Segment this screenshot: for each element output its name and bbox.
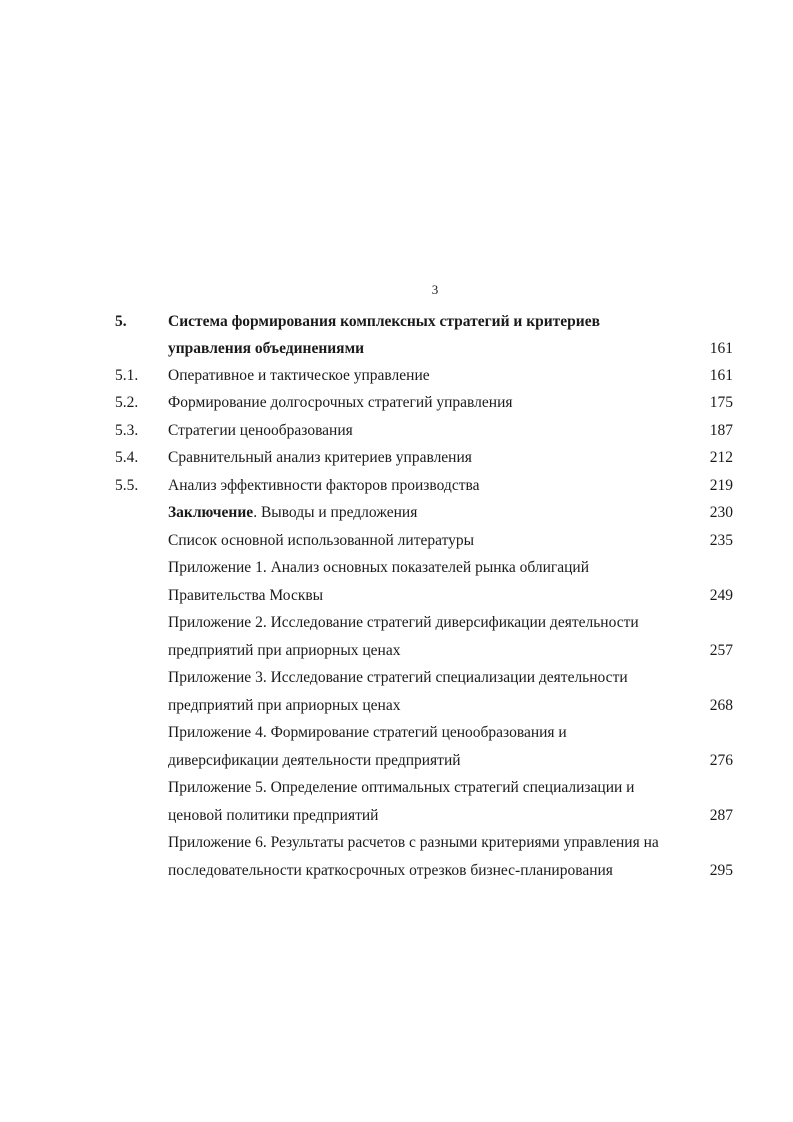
- toc-page: 219: [709, 477, 733, 494]
- toc-title: [168, 502, 417, 524]
- toc-number: 5.1.: [115, 367, 139, 384]
- toc-title: Приложение 6. Результаты расчетов с разными критериями управления на: [168, 834, 659, 851]
- toc-title-rest: . Выводы и предложения: [253, 504, 418, 521]
- toc-title: Правительства Москвы: [168, 587, 324, 604]
- toc-number: 5.: [115, 313, 127, 330]
- toc-title: Приложение 4. Формирование стратегий ценообразования и: [168, 724, 567, 741]
- toc-page: 161: [709, 367, 733, 384]
- toc-title: диверсификации деятельности предприятий: [168, 752, 461, 769]
- toc-entry: [0, 557, 793, 579]
- toc-title: Приложение 1. Анализ основных показателей рынка облигаций: [168, 559, 589, 576]
- toc-entry: [0, 475, 793, 497]
- toc-entry: [0, 420, 793, 442]
- toc-entry: [0, 832, 793, 854]
- toc-page: 230: [709, 504, 733, 521]
- toc-entry: [0, 695, 793, 717]
- toc-title: последовательности краткосрочных отрезков бизнес-планирования: [168, 862, 613, 879]
- toc-page: 287: [709, 807, 733, 824]
- toc-title: Приложение 5. Определение оптимальных стратегий специализации и: [168, 779, 635, 796]
- toc-entry: [0, 722, 793, 744]
- toc-title: управления объединениями: [168, 340, 365, 357]
- page-number: 3: [431, 282, 439, 297]
- toc-entry: [0, 667, 793, 689]
- toc-page: 235: [709, 532, 733, 549]
- toc-title: Приложение 3. Исследование стратегий специализации деятельности: [168, 669, 628, 686]
- toc-title: Анализ эффективности факторов производства: [168, 477, 480, 494]
- toc-entry: [0, 311, 793, 333]
- toc-title: Сравнительный анализ критериев управления: [168, 449, 472, 466]
- toc-page: 276: [709, 752, 733, 769]
- toc-entry: [0, 392, 793, 414]
- toc-entry: [0, 640, 793, 662]
- toc-entry: [0, 365, 793, 387]
- toc-title: Система формирования комплексных стратегий и критериев: [168, 313, 600, 330]
- toc-number: 5.4.: [115, 449, 139, 466]
- toc-page: 268: [709, 697, 733, 714]
- toc-number: 5.3.: [115, 422, 139, 439]
- toc-title: ценовой политики предприятий: [168, 807, 379, 824]
- toc-title: Стратегии ценообразования: [168, 422, 353, 439]
- toc-number: 5.2.: [115, 394, 139, 411]
- toc-page: 212: [709, 449, 733, 466]
- toc-entry: [0, 750, 793, 772]
- toc-entry: [0, 777, 793, 799]
- toc-title: Формирование долгосрочных стратегий управления: [168, 394, 513, 411]
- toc-entry: [0, 612, 793, 634]
- toc-entry: [0, 502, 793, 524]
- toc-title: предприятий при априорных ценах: [168, 697, 401, 714]
- toc-page: 175: [709, 394, 733, 411]
- toc-entry: [0, 447, 793, 469]
- toc-entry: [0, 585, 793, 607]
- toc-page: 257: [709, 642, 733, 659]
- toc-title: Список основной использованной литературы: [168, 532, 475, 549]
- toc-page: 295: [709, 862, 733, 879]
- toc-number: 5.5.: [115, 477, 139, 494]
- toc-title: Оперативное и тактическое управление: [168, 367, 430, 384]
- toc-entry: [0, 860, 793, 882]
- toc-title: предприятий при априорных ценах: [168, 642, 401, 659]
- toc-title-bold: Заключение: [168, 504, 254, 521]
- toc-page: 187: [709, 422, 733, 439]
- toc-title: Приложение 2. Исследование стратегий диверсификации деятельности: [168, 614, 639, 631]
- toc-page: 249: [709, 587, 733, 604]
- toc-entry: [0, 530, 793, 552]
- toc-entry: [0, 805, 793, 827]
- toc-entry: [0, 338, 793, 360]
- toc-page: 161: [709, 340, 733, 357]
